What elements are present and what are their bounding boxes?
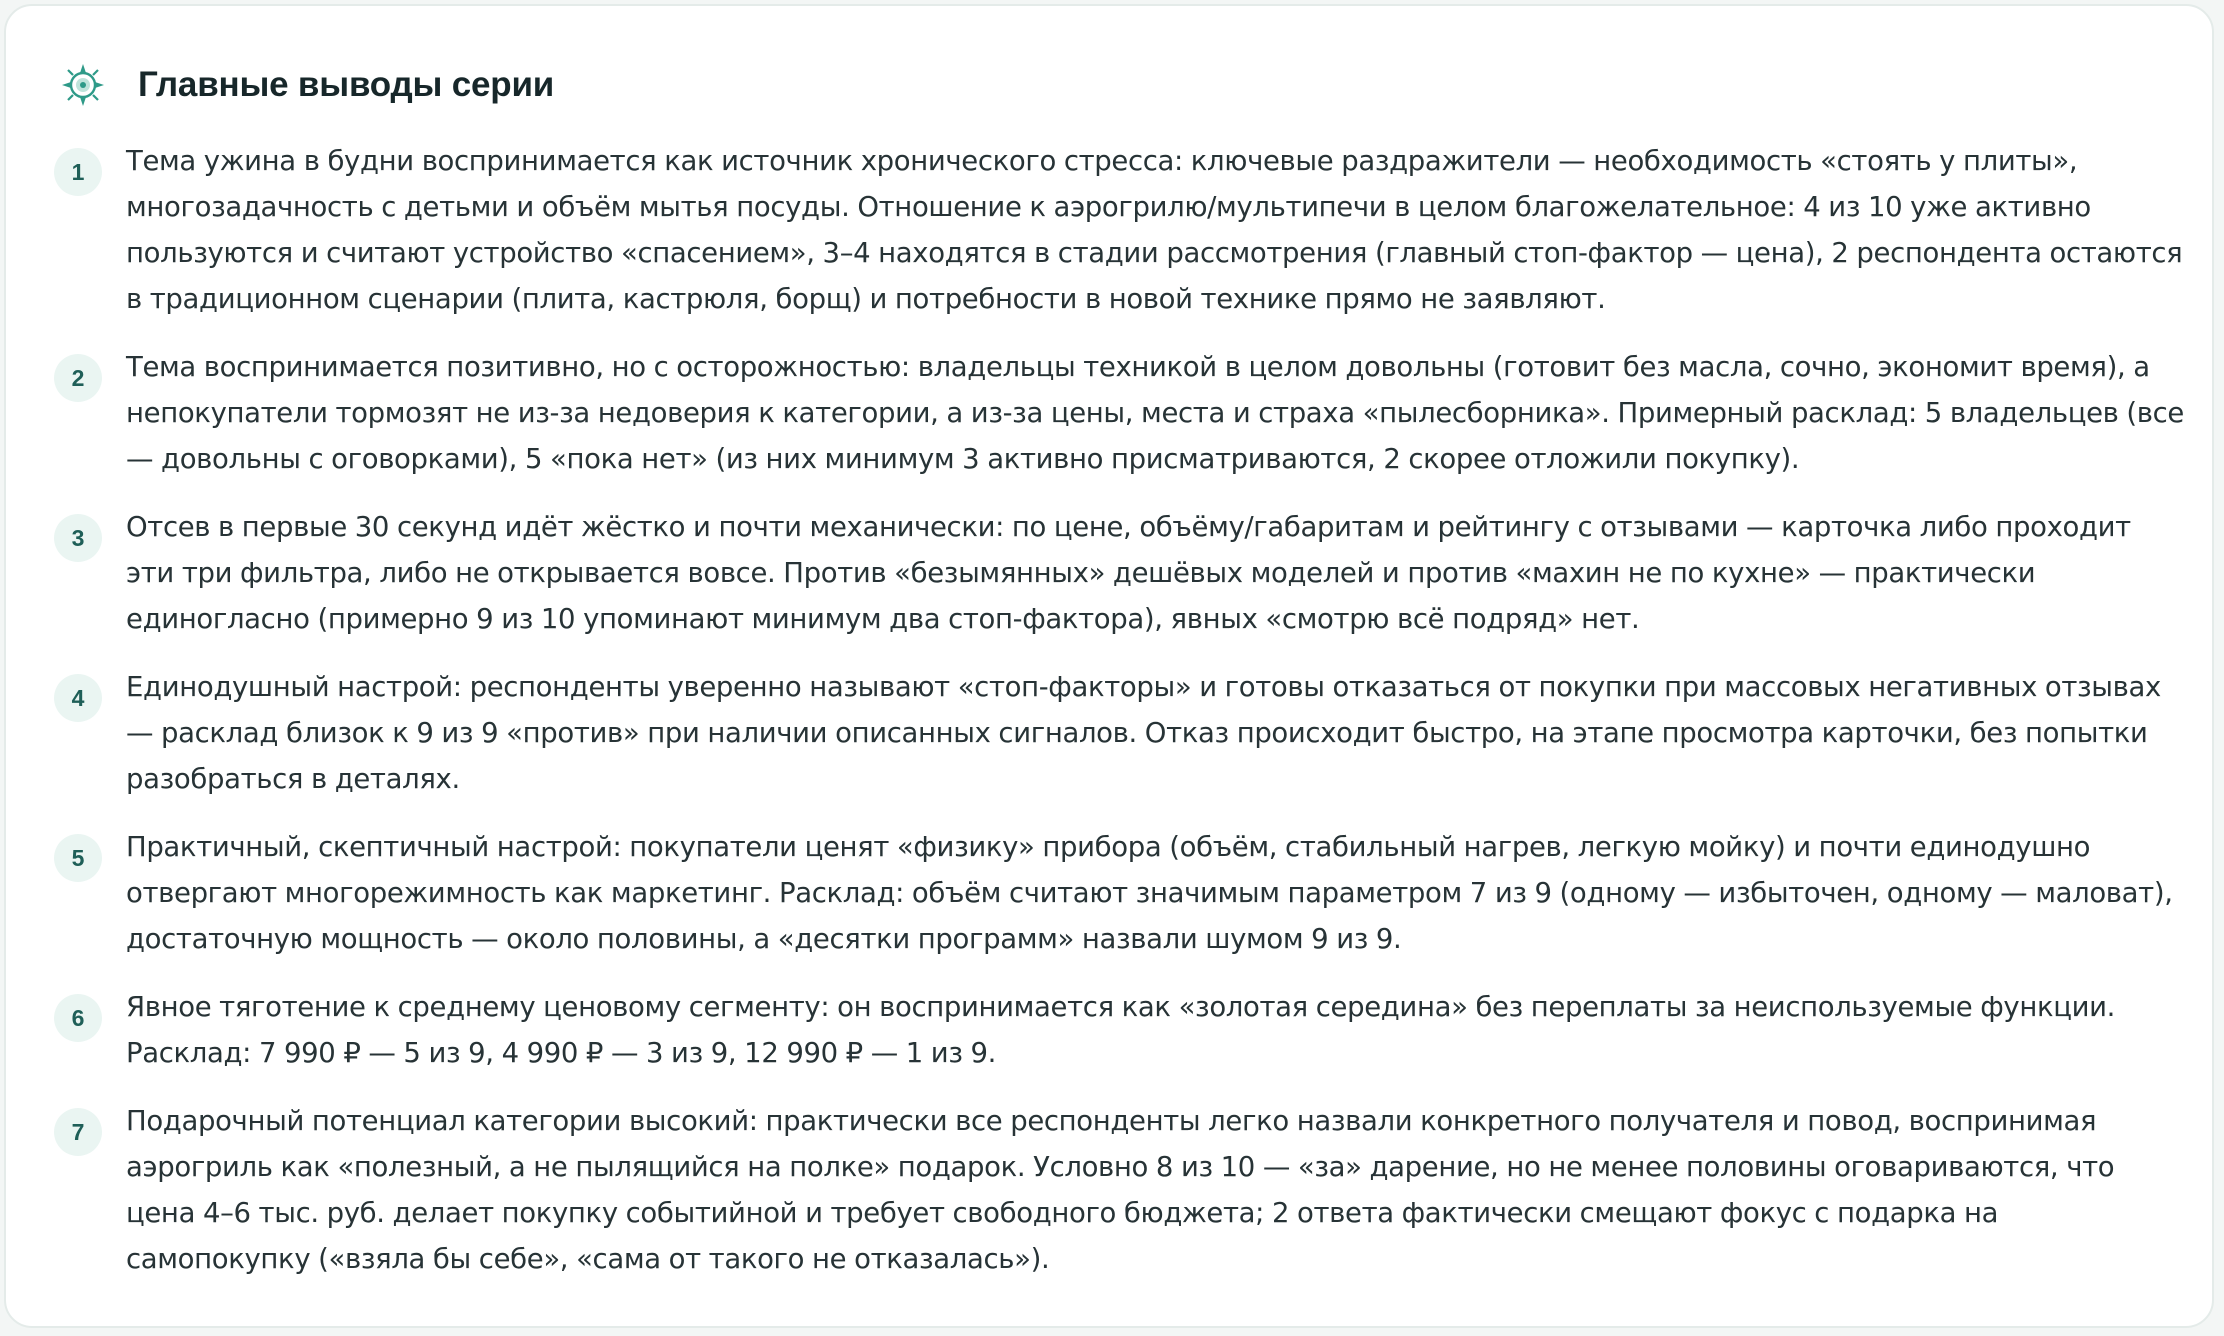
- finding-text: Явное тяготение к среднему ценовому сегменту: он воспринимается как «золотая середина» без переплаты за неиспользуемые функции. Расклад: 7 990 ₽ — 5 из 9, 4 990 ₽ — 3 из 9, 12 990 ₽ — 1 из 9.: [126, 991, 2116, 1069]
- finding-item: [54, 1098, 2184, 1282]
- finding-text: Практичный, скептичный настрой: покупатели ценят «физику» прибора (объём, стабильный нагрев, легкую мойку) и почти единодушно отвергают многорежимность как маркетинг. Расклад: объём считают значимым параметром 7 из 9 (одному — избыточен, одному — маловат), достаточную мощность — около половины, а «десятки программ» назвали шумом 9 из 9.: [126, 831, 2173, 955]
- finding-item: [54, 344, 2184, 482]
- finding-text: Тема воспринимается позитивно, но с осторожностью: владельцы техникой в целом довольны (готовит без масла, сочно, экономит время), а непокупатели тормозят не из-за недоверия к категории, а из-за цены, места и страха «пылесборника». Примерный расклад: 5 владельцев (все — довольны с оговорками), 5 «пока нет» (из них минимум 3 активно присматриваются, 2 скорее отложили покупку).: [126, 351, 2184, 475]
- finding-item: [54, 138, 2184, 322]
- finding-item: [54, 984, 2184, 1076]
- summary-card: [4, 4, 2214, 1328]
- finding-text: Подарочный потенциал категории высокий: практически все респонденты легко назвали конкретного получателя и повод, воспринимая аэрогриль как «полезный, а не пылящийся на полке» подарок. Условно 8 из 10 — «за» дарение, но не менее половины оговариваются, что цена 4–6 тыс. руб. делает покупку событийной и требует свободного бюджета; 2 ответа фактически смещают фокус с подарка на самопокупку («взяла бы себе», «сама от такого не отказалась»).: [126, 1105, 2115, 1275]
- finding-item: [54, 664, 2184, 802]
- compass-icon: [56, 58, 110, 112]
- card-header: [56, 56, 554, 114]
- finding-text: Отсев в первые 30 секунд идёт жёстко и почти механически: по цене, объёму/габаритам и рейтингу с отзывами — карточка либо проходит эти три фильтра, либо не открывается вовсе. Против «безымянных» дешёвых моделей и против «махин не по кухне» — практически единогласно (примерно 9 из 10 упоминают минимум два стоп-фактора), явных «смотрю всё подряд» нет.: [126, 511, 2131, 635]
- item-number-badge: 4: [54, 674, 102, 722]
- card-title: Главные выводы серии: [138, 65, 555, 104]
- item-number-badge: 6: [54, 994, 102, 1042]
- item-number-badge: 3: [54, 514, 102, 562]
- finding-item: [54, 504, 2184, 642]
- item-number-badge: 5: [54, 834, 102, 882]
- findings-list: [54, 138, 2184, 1304]
- finding-text: Единодушный настрой: респонденты уверенно называют «стоп-факторы» и готовы отказаться от покупки при массовых негативных отзывах — расклад близок к 9 из 9 «против» при наличии описанных сигналов. Отказ происходит быстро, на этапе просмотра карточки, без попытки разобраться в деталях.: [126, 671, 2161, 795]
- item-number-badge: 2: [54, 354, 102, 402]
- item-number-badge: 7: [54, 1108, 102, 1156]
- finding-text: Тема ужина в будни воспринимается как источник хронического стресса: ключевые раздражители — необходимость «стоять у плиты», многозадачность с детьми и объём мытья посуды. Отношение к аэрогрилю/мультипечи в целом благожелательное: 4 из 10 уже активно пользуются и считают устройство «спасением», 3–4 находятся в стадии рассмотрения (главный стоп-фактор — цена), 2 респондента остаются в традиционном сценарии (плита, кастрюля, борщ) и потребности в новой технике прямо не заявляют.: [126, 145, 2183, 315]
- item-number-badge: 1: [54, 148, 102, 196]
- finding-item: [54, 824, 2184, 962]
